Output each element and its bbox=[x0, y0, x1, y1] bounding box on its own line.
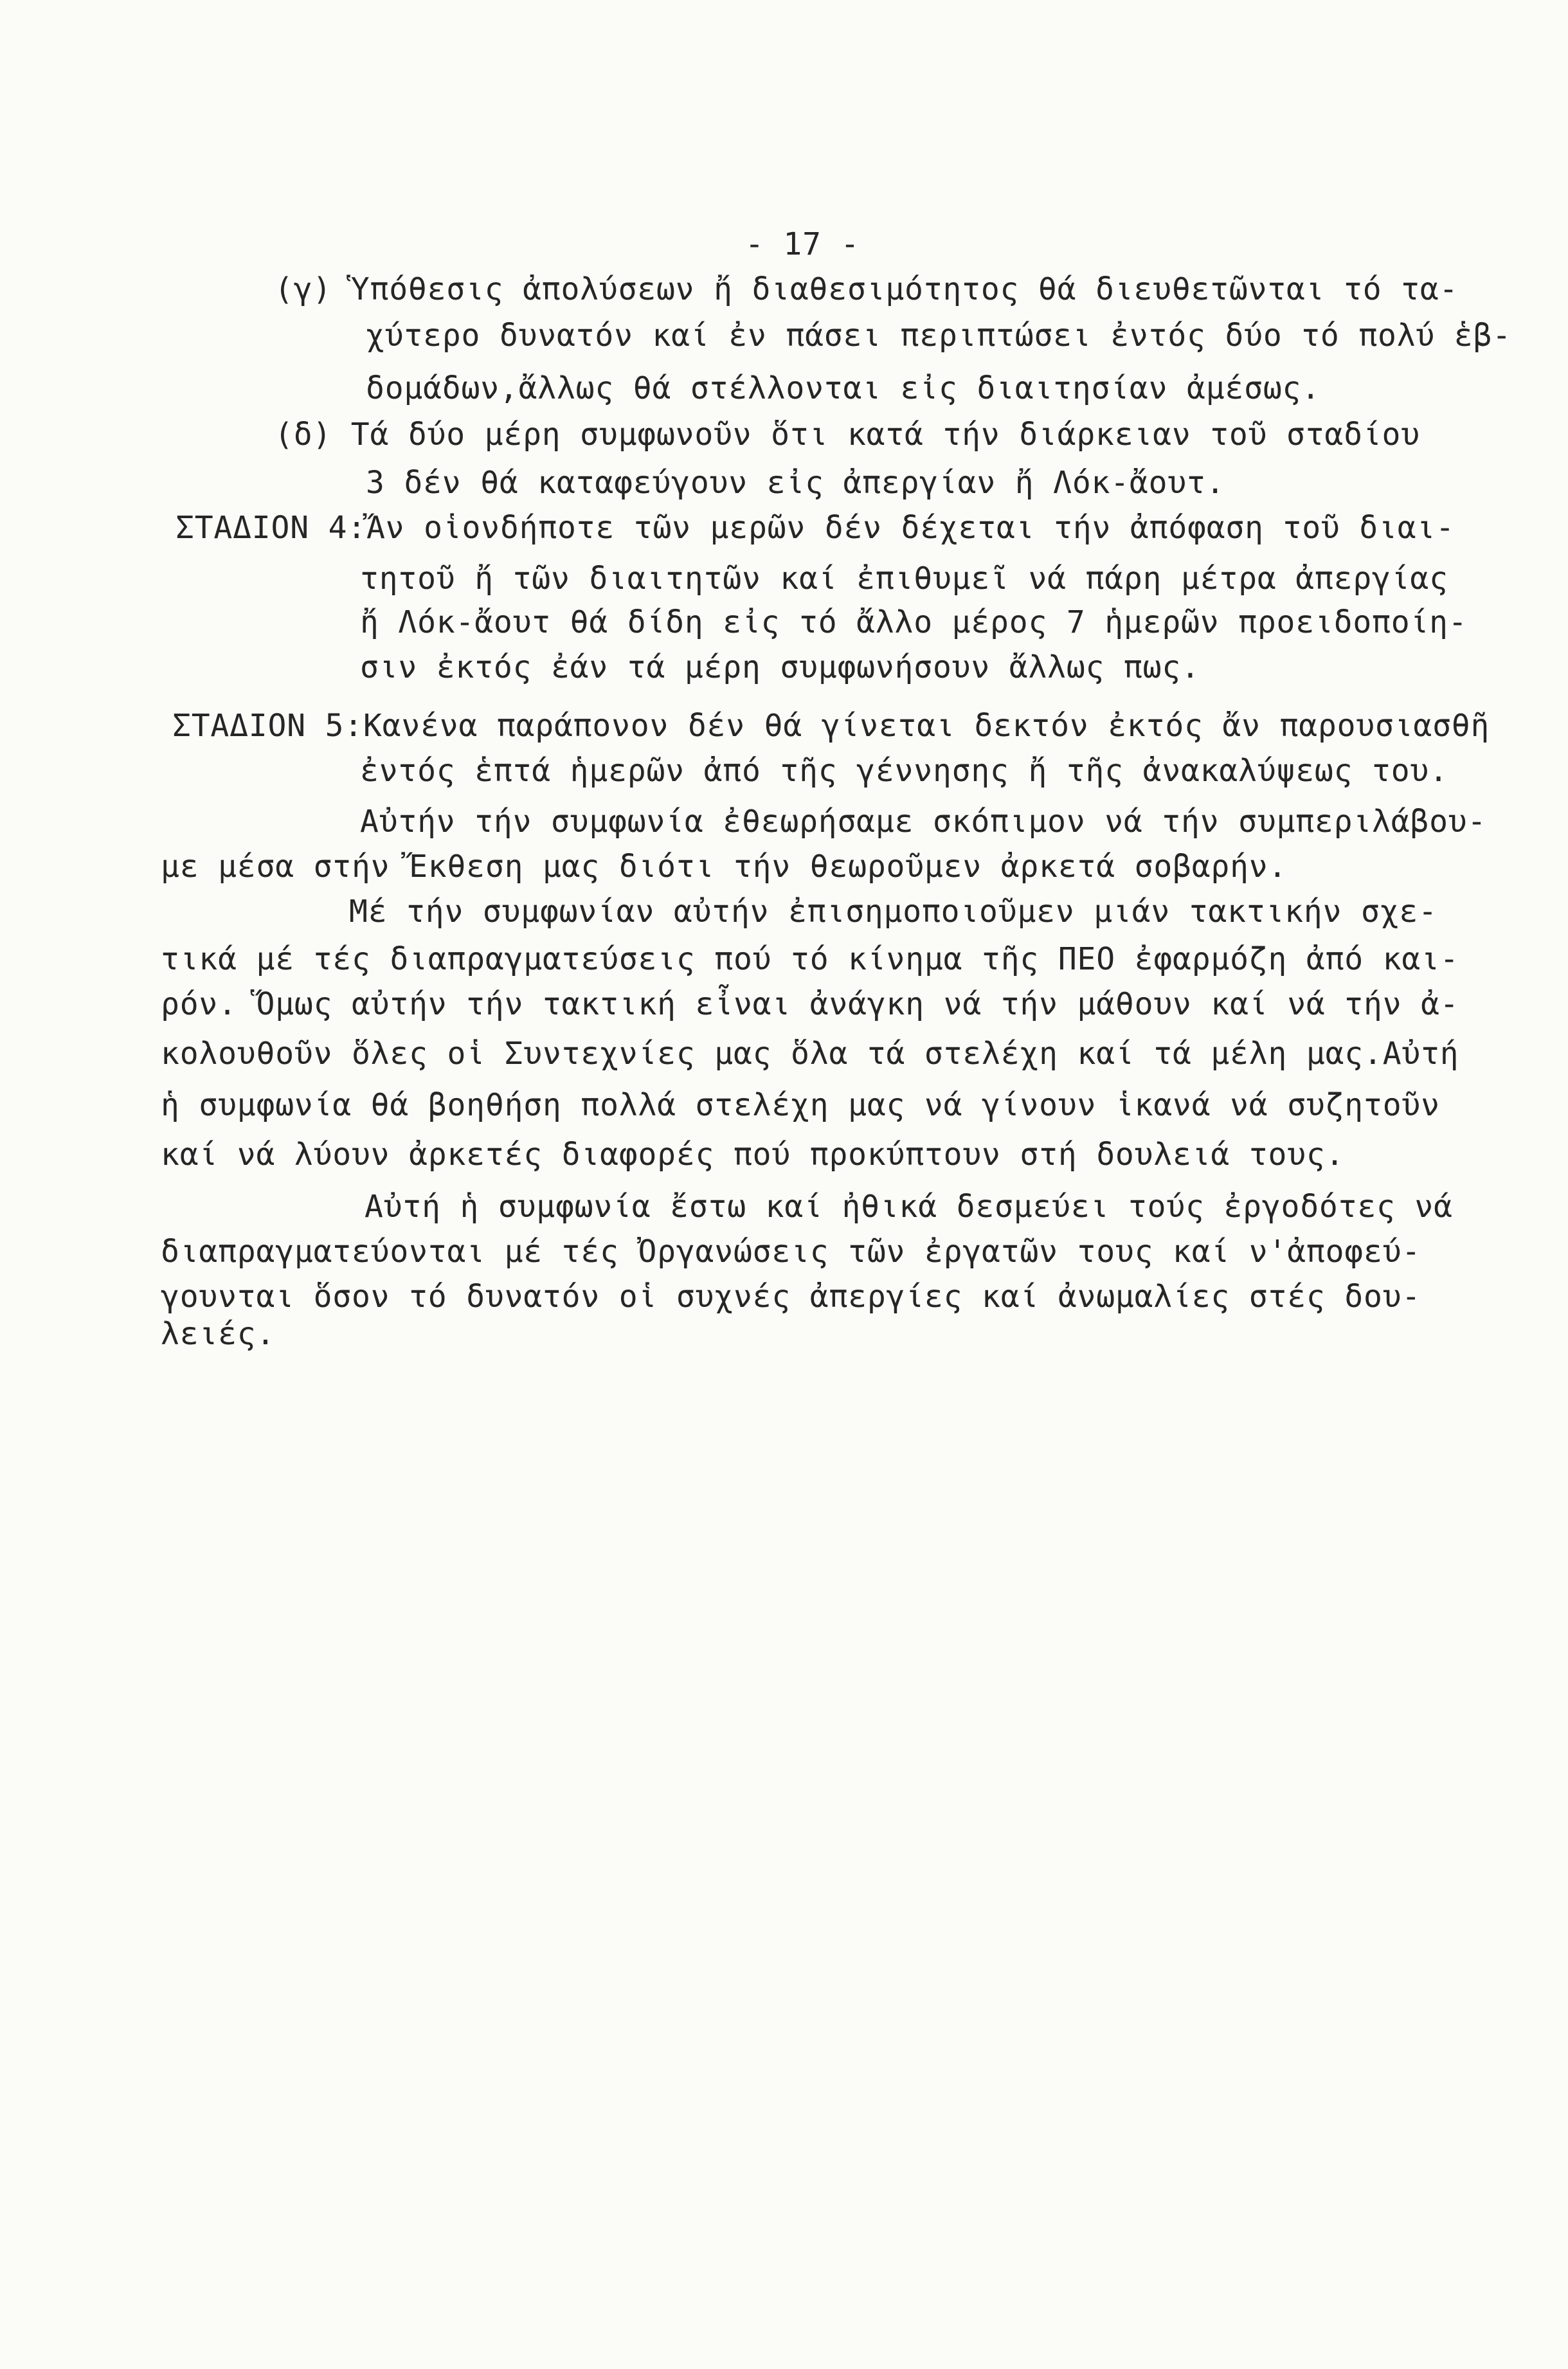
clause-gamma-line: δομάδων,ἄλλως θά στέλλονται εἰς διαιτησίαν ἀμέσως. bbox=[366, 370, 1320, 406]
paragraph-line: Αὐτή ἡ συμφωνία ἔστω καί ἠθικά δεσμεύει τούς ἐργοδότες νά bbox=[365, 1189, 1453, 1225]
paragraph-line: Μέ τήν συμφωνίαν αὐτήν ἐπισημοποιοῦμεν μιάν τακτικήν σχε- bbox=[349, 894, 1437, 930]
stadion-5-line: ἐντός ἑπτά ἡμερῶν ἀπό τῆς γέννησης ἤ τῆς ἀνακαλύψεως του. bbox=[360, 753, 1448, 789]
stadion-4-line: ἤ Λόκ-ἄουτ θά δίδη εἰς τό ἄλλο μέρος 7 ἡμερῶν προειδοποίη- bbox=[360, 604, 1468, 640]
paragraph-line: κολουθοῦν ὅλες οἱ Συντεχνίες μας ὅλα τά στελέχη καί τά μέλη μας.Αὐτή bbox=[161, 1036, 1459, 1072]
paragraph-line: τικά μέ τές διαπραγματεύσεις πού τό κίνημα τῆς ΠΕΟ ἐφαρμόζη ἀπό και- bbox=[161, 941, 1459, 977]
paragraph-line: διαπραγματεύονται μέ τές Ὀργανώσεις τῶν ἐργατῶν τους καί ν'ἀποφεύ- bbox=[161, 1234, 1421, 1270]
stadion-4-line: ΣΤΑΔΙΟΝ 4:Ἄν οἱονδήποτε τῶν μερῶν δέν δέχεται τήν ἀπόφαση τοῦ διαι- bbox=[176, 510, 1455, 546]
paragraph-line: Αὐτήν τήν συμφωνία ἐθεωρήσαμε σκόπιμον νά τήν συμπεριλάβου- bbox=[360, 804, 1487, 840]
clause-gamma-line: (γ) Ὑπόθεσις ἀπολύσεων ἤ διαθεσιμότητος θά διευθετῶνται τό τα- bbox=[275, 271, 1459, 307]
paragraph-line: καί νά λύουν ἀρκετές διαφορές πού προκύπτουν στή δουλειά τους. bbox=[161, 1137, 1345, 1173]
clause-delta-line: 3 δέν θά καταφεύγουν εἰς ἀπεργίαν ἤ Λόκ-ἄουτ. bbox=[366, 465, 1225, 501]
paragraph-line: γουνται ὅσον τό δυνατόν οἱ συχνές ἀπεργίες καί ἀνωμαλίες στές δου- bbox=[161, 1279, 1421, 1315]
page-number: - 17 - bbox=[745, 226, 860, 262]
clause-gamma-line: χύτερο δυνατόν καί ἐν πάσει περιπτώσει ἐντός δύο τό πολύ ἑβ- bbox=[366, 318, 1511, 354]
paragraph-line: ἡ συμφωνία θά βοηθήση πολλά στελέχη μας νά γίνουν ἱκανά νά συζητοῦν bbox=[161, 1087, 1440, 1123]
paragraph-line: ρόν. Ὅμως αὐτήν τήν τακτική εἶναι ἀνάγκη νά τήν μάθουν καί νά τήν ἀ- bbox=[161, 986, 1459, 1022]
stadion-4-line: τητοῦ ἤ τῶν διαιτητῶν καί ἐπιθυμεῖ νά πάρη μέτρα ἀπεργίας bbox=[360, 561, 1448, 597]
paragraph-line: λειές. bbox=[161, 1316, 276, 1352]
stadion-5-line: ΣΤΑΔΙΟΝ 5:Κανένα παράπονον δέν θά γίνεται δεκτόν ἐκτός ἄν παρουσιασθῆ bbox=[172, 708, 1490, 744]
stadion-4-line: σιν ἐκτός ἐάν τά μέρη συμφωνήσουν ἄλλως πως. bbox=[360, 649, 1200, 685]
clause-delta-line: (δ) Τά δύο μέρη συμφωνοῦν ὅτι κατά τήν διάρκειαν τοῦ σταδίου bbox=[275, 417, 1420, 453]
paragraph-line: με μέσα στήν Ἔκθεση μας διότι τήν θεωροῦμεν ἀρκετά σοβαρήν. bbox=[161, 849, 1288, 885]
